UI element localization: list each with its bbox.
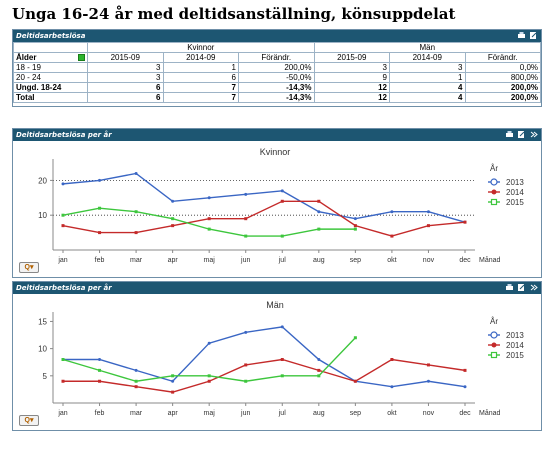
x-tick-label: okt: [387, 257, 397, 264]
data-point: [427, 210, 430, 213]
table-cell: 3: [88, 73, 164, 83]
group-spacer: [14, 43, 88, 53]
data-point: [62, 182, 65, 185]
x-tick-label: sep: [349, 410, 362, 417]
data-point: [62, 380, 65, 383]
chart-title: Män: [266, 300, 284, 310]
chart-panel-men: [12, 281, 542, 431]
row-label: 20 - 24: [14, 73, 88, 83]
table-cell: 0,0%: [465, 63, 541, 73]
table-cell: 3: [314, 63, 390, 73]
selection-indicator[interactable]: [78, 54, 85, 61]
x-tick-label: mar: [130, 410, 143, 417]
table-cell: 4: [390, 83, 466, 93]
legend-label: 2013: [506, 331, 524, 340]
table-cell: 9: [314, 73, 390, 83]
legend-marker: [491, 179, 497, 185]
row-label: Ungd. 18-24: [14, 83, 88, 93]
data-point: [390, 210, 393, 213]
data-point: [317, 369, 320, 372]
data-point: [171, 380, 174, 383]
data-point: [244, 331, 247, 334]
group-header-men: Män: [314, 43, 541, 53]
legend-marker: [491, 332, 497, 338]
table-cell: 6: [88, 93, 164, 103]
print-icon[interactable]: [505, 130, 514, 139]
chart-panel-women: [12, 128, 542, 278]
header-icons: [517, 31, 538, 41]
y-tick-label: 10: [38, 344, 47, 354]
data-point: [98, 358, 101, 361]
table-cell: 200,0%: [465, 93, 541, 103]
data-point: [317, 374, 320, 377]
data-point: [354, 380, 357, 383]
table-cell: 3: [390, 63, 466, 73]
x-tick-label: nov: [422, 410, 435, 417]
data-point: [98, 231, 101, 234]
data-point: [244, 363, 247, 366]
table-panel: [12, 29, 542, 107]
column-header: Förändr.: [465, 53, 541, 63]
chart-panel-header: [13, 282, 541, 294]
legend-marker: [492, 190, 497, 195]
column-header-row: [14, 53, 541, 63]
data-point: [244, 217, 247, 220]
data-point: [62, 224, 65, 227]
table-cell: 200,0%: [465, 83, 541, 93]
x-tick-label: feb: [94, 410, 105, 417]
row-header[interactable]: Ålder: [14, 53, 88, 63]
column-header: 2014-09: [390, 53, 466, 63]
y-tick-label: 5: [42, 371, 47, 381]
data-point: [171, 217, 174, 220]
legend-title: År: [490, 317, 498, 326]
table-cell: 800,0%: [465, 73, 541, 83]
data-point: [464, 221, 467, 224]
data-point: [244, 380, 247, 383]
expand-icon[interactable]: [529, 283, 538, 292]
x-tick-label: okt: [387, 410, 397, 417]
data-point: [135, 231, 138, 234]
table-cell: 3: [88, 63, 164, 73]
table-cell: 12: [314, 93, 390, 103]
table-cell: 200,0%: [239, 63, 315, 73]
data-point: [281, 325, 284, 328]
table-row: [14, 73, 541, 83]
legend-marker: [492, 353, 497, 358]
data-point: [62, 214, 65, 217]
data-point: [135, 385, 138, 388]
x-tick-label: dec: [459, 410, 471, 417]
table-cell: 7: [163, 83, 239, 93]
data-point: [171, 391, 174, 394]
header-icons: [505, 130, 538, 140]
y-tick-label: 10: [38, 211, 47, 221]
chart-panel-title: Deltidsarbetslösa per år: [16, 131, 112, 139]
data-point: [244, 235, 247, 238]
chart-panel-title: Deltidsarbetslösa per år: [16, 284, 112, 292]
row-label: Total: [14, 93, 88, 103]
x-tick-label: jan: [58, 257, 68, 264]
chart-panel-header: [13, 129, 541, 141]
legend-label: 2015: [506, 198, 524, 207]
table-row: [14, 63, 541, 73]
data-point: [98, 207, 101, 210]
y-tick-label: 15: [38, 317, 47, 327]
x-tick-label: jun: [241, 257, 251, 264]
data-point: [98, 179, 101, 182]
data-point: [354, 336, 357, 339]
data-point: [317, 210, 320, 213]
print-icon[interactable]: [517, 31, 526, 40]
page-title: Unga 16-24 år med deltidsanställning, könsuppdelat: [12, 5, 456, 23]
table-cell: 6: [88, 83, 164, 93]
table-cell: 6: [163, 73, 239, 83]
data-point: [135, 172, 138, 175]
expand-icon[interactable]: [529, 130, 538, 139]
data-point: [427, 363, 430, 366]
x-tick-label: dec: [459, 257, 471, 264]
x-tick-label: jun: [241, 410, 251, 417]
table-panel-header: [13, 30, 541, 42]
x-axis-label: Månad: [479, 257, 501, 264]
export-icon[interactable]: [517, 130, 526, 139]
column-header: 2015-09: [314, 53, 390, 63]
data-point: [171, 200, 174, 203]
data-point: [390, 235, 393, 238]
data-point: [208, 342, 211, 345]
column-header: Förändr.: [239, 53, 315, 63]
data-point: [62, 358, 65, 361]
data-point: [135, 380, 138, 383]
group-header-women: Kvinnor: [88, 43, 315, 53]
table-cell: -14,3%: [239, 83, 315, 93]
stats-table: [13, 42, 541, 103]
series-line-2014: [63, 360, 465, 393]
column-header: 2014-09: [163, 53, 239, 63]
data-point: [244, 193, 247, 196]
data-point: [464, 369, 467, 372]
table-cell: 4: [390, 93, 466, 103]
x-tick-label: jul: [278, 410, 286, 417]
x-tick-label: mar: [130, 257, 143, 264]
data-point: [98, 369, 101, 372]
data-point: [317, 358, 320, 361]
print-icon[interactable]: [505, 283, 514, 292]
chart-options-button[interactable]: Q▾: [19, 415, 39, 426]
data-point: [135, 210, 138, 213]
data-point: [208, 217, 211, 220]
table-row: [14, 83, 541, 93]
data-point: [98, 380, 101, 383]
legend-label: 2014: [506, 188, 524, 197]
x-tick-label: nov: [422, 257, 435, 264]
data-point: [208, 196, 211, 199]
export-icon[interactable]: [517, 283, 526, 292]
header-icons: [505, 283, 538, 293]
legend-label: 2015: [506, 351, 524, 360]
data-point: [427, 380, 430, 383]
data-point: [171, 224, 174, 227]
legend-marker: [492, 343, 497, 348]
data-point: [354, 228, 357, 231]
y-tick-label: 20: [38, 176, 47, 186]
legend-label: 2014: [506, 341, 524, 350]
data-point: [281, 235, 284, 238]
x-axis-label: Månad: [479, 410, 501, 417]
data-point: [281, 358, 284, 361]
x-tick-label: jan: [58, 410, 68, 417]
series-line-2014: [63, 201, 465, 236]
x-tick-label: aug: [312, 257, 325, 264]
x-tick-label: maj: [203, 410, 215, 417]
legend-marker: [492, 200, 497, 205]
legend-title: År: [490, 164, 498, 173]
data-point: [135, 369, 138, 372]
table-cell: 1: [390, 73, 466, 83]
data-point: [427, 224, 430, 227]
data-point: [390, 358, 393, 361]
row-label: 18 - 19: [14, 63, 88, 73]
data-point: [208, 228, 211, 231]
legend-label: 2013: [506, 178, 524, 187]
line-chart-men: [13, 294, 541, 430]
data-point: [464, 385, 467, 388]
data-point: [171, 374, 174, 377]
column-header: 2015-09: [88, 53, 164, 63]
line-chart-women: [13, 141, 541, 277]
table-row: [14, 93, 541, 103]
data-point: [281, 374, 284, 377]
table-panel-title: Deltidsarbetslösa: [16, 32, 86, 40]
data-point: [281, 189, 284, 192]
chart-title: Kvinnor: [259, 147, 291, 157]
x-tick-label: apr: [167, 410, 178, 417]
chart-options-button[interactable]: Q▾: [19, 262, 39, 273]
x-tick-label: jul: [278, 257, 286, 264]
table-cell: 1: [163, 63, 239, 73]
x-tick-label: maj: [203, 257, 215, 264]
export-icon[interactable]: [529, 31, 538, 40]
data-point: [208, 374, 211, 377]
table-cell: -50,0%: [239, 73, 315, 83]
data-point: [354, 224, 357, 227]
data-point: [208, 380, 211, 383]
table-cell: -14,3%: [239, 93, 315, 103]
data-point: [281, 200, 284, 203]
x-tick-label: sep: [349, 257, 362, 264]
x-tick-label: aug: [312, 410, 325, 417]
table-cell: 12: [314, 83, 390, 93]
data-point: [317, 228, 320, 231]
x-tick-label: apr: [167, 257, 178, 264]
data-point: [317, 200, 320, 203]
data-point: [354, 217, 357, 220]
data-point: [390, 385, 393, 388]
x-tick-label: feb: [94, 257, 105, 264]
table-cell: 7: [163, 93, 239, 103]
